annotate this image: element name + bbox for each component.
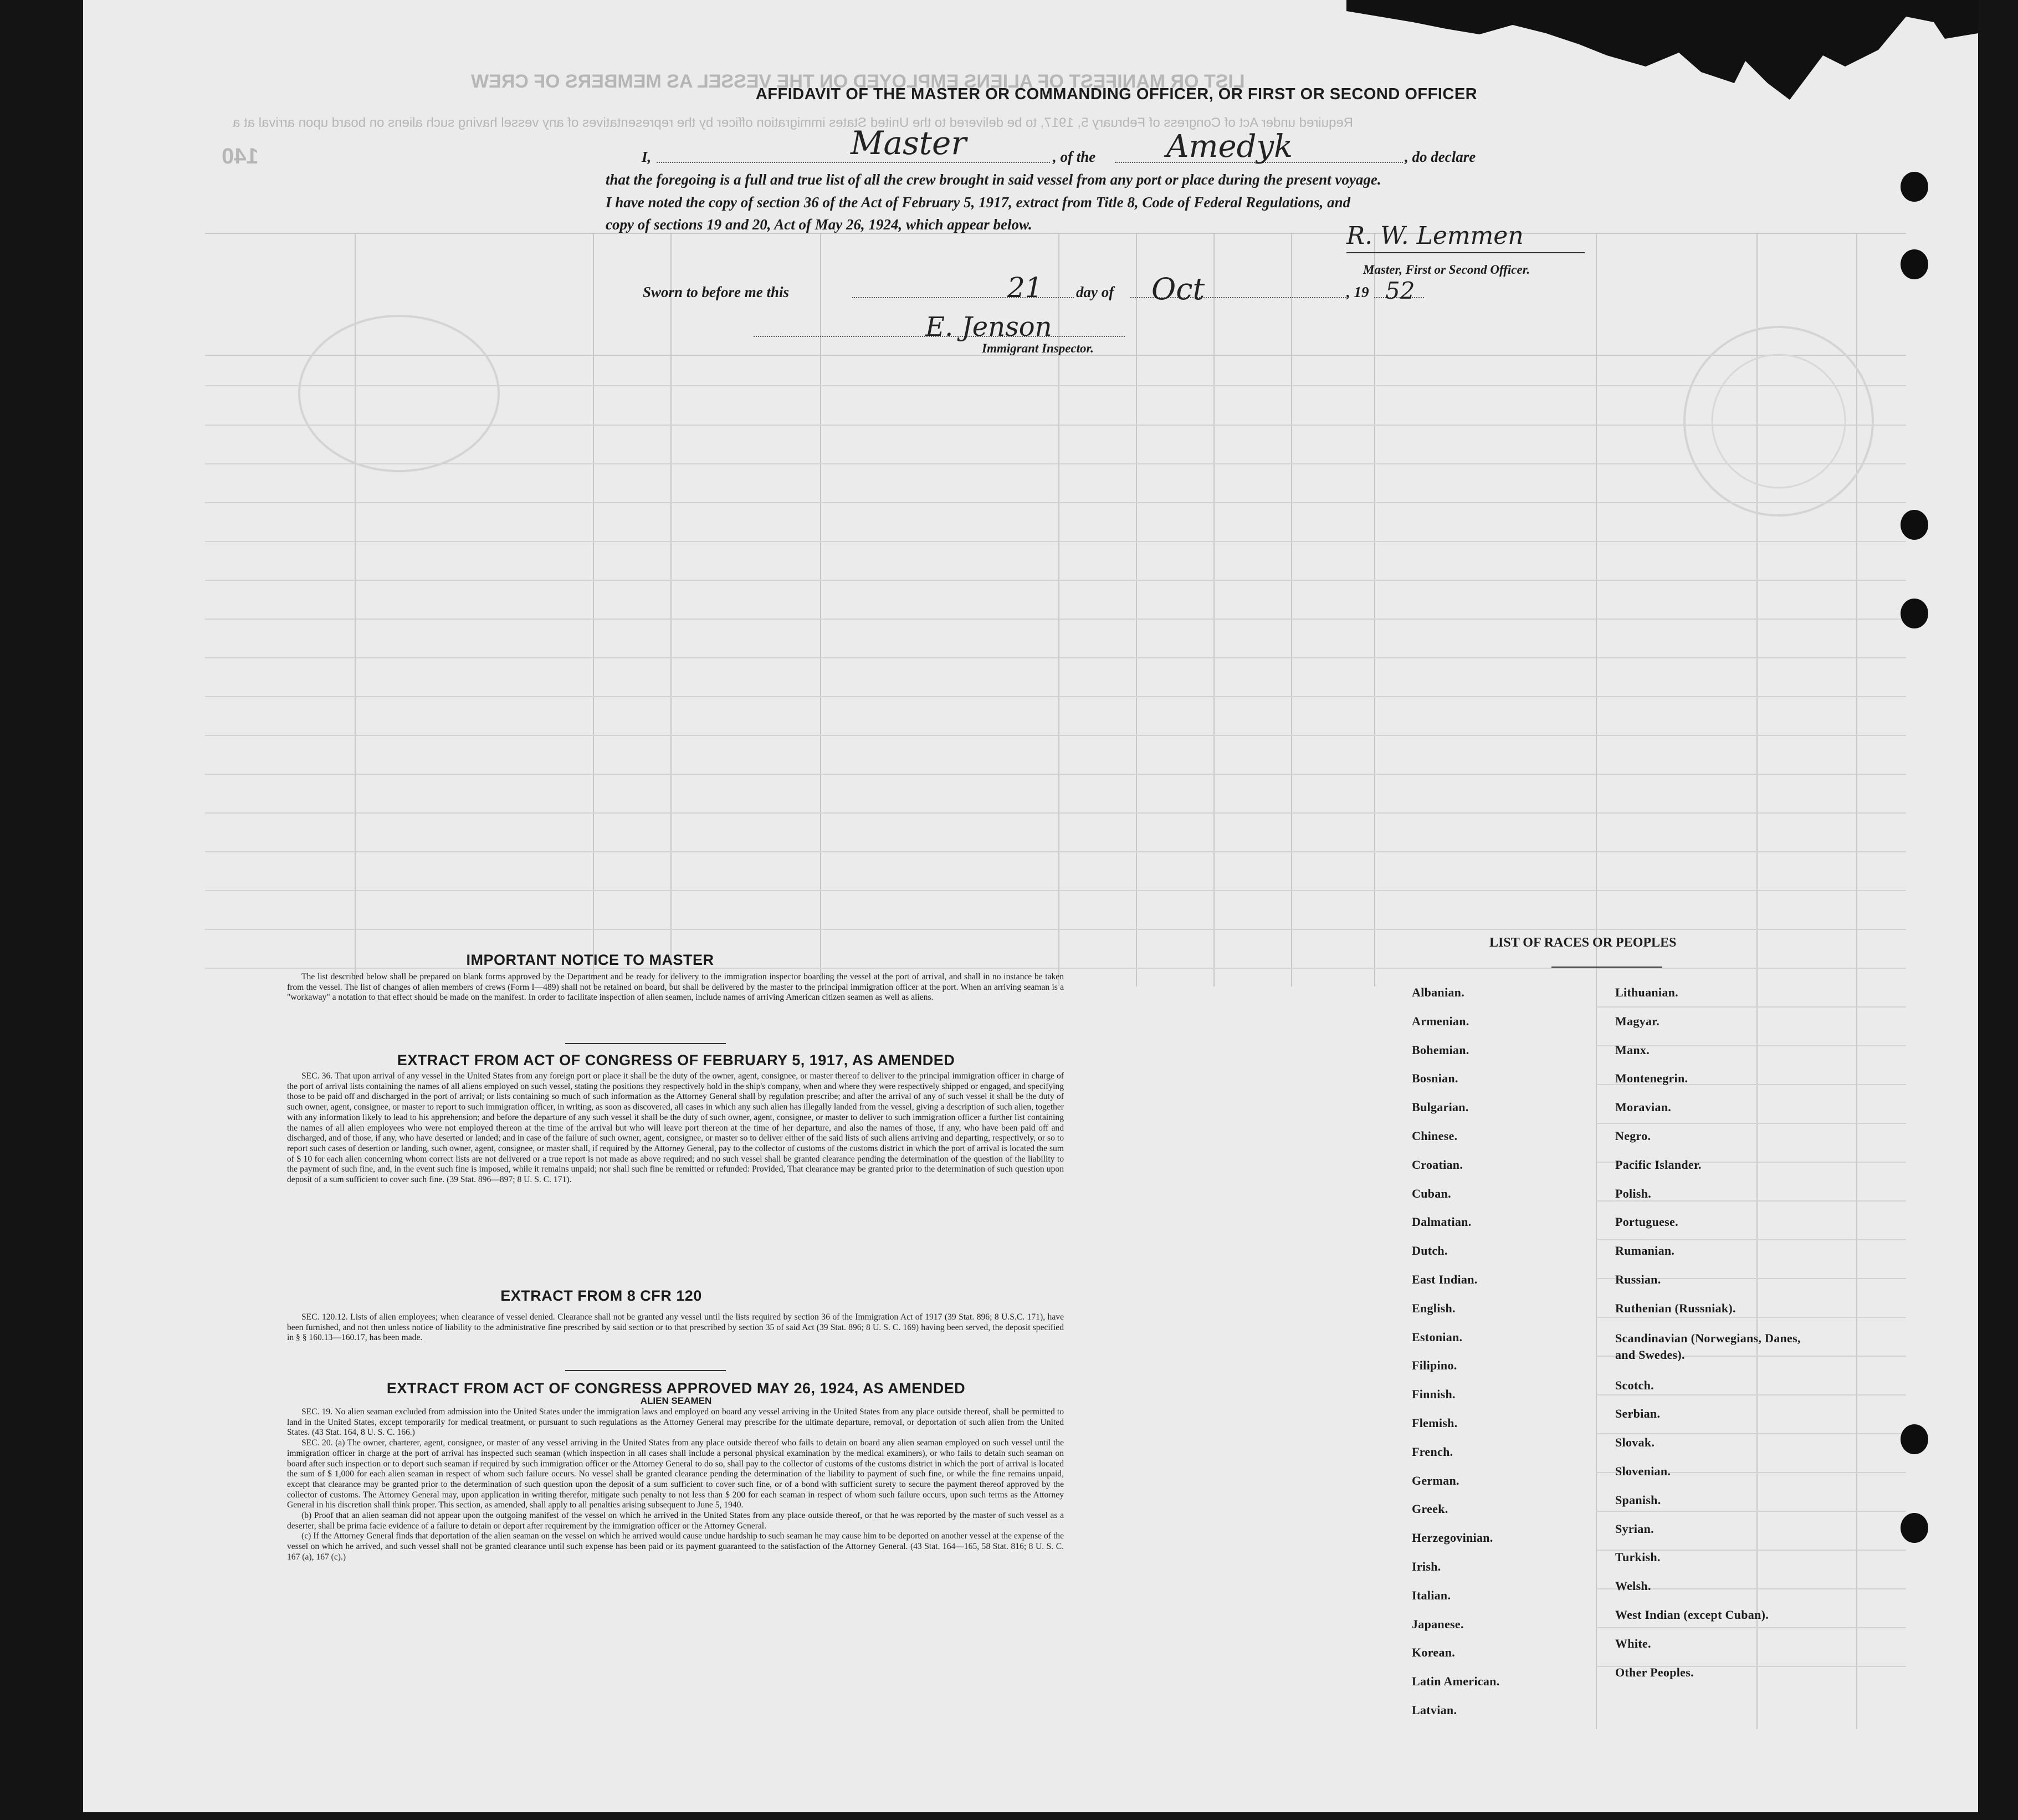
extract-1924-title: EXTRACT FROM ACT OF CONGRESS APPROVED MAY 26, 1924, AS AMENDED — [386, 1380, 966, 1397]
master-caption: Master, First or Second Officer. — [1363, 263, 1530, 277]
race-item: Latvian. — [1412, 1703, 1457, 1717]
day-handwritten: 21 — [1007, 272, 1043, 304]
race-item: English. — [1412, 1301, 1456, 1315]
race-item: Syrian. — [1615, 1521, 1654, 1536]
sec-20-c: (c) If the Attorney General finds that deportation of the alien seaman on the vessel on which he arrived would cause undue hardship to such seaman he may cause him to be deported on another vessel at the expense of the vessel on which he arrived, and such vessel shall not be granted clearance until such expense has been paid or its payment guaranteed to the satisfaction of the Attorney General. (43 Stat. 164—165, 58 Stat. 816; 8 U. S. C. 167 (a), 167 (c).) — [287, 1531, 1064, 1562]
of-the-label: , of the — [1053, 149, 1096, 165]
ghost-seal — [1679, 321, 1878, 521]
race-item: Dalmatian. — [1412, 1215, 1472, 1229]
race-item: Ruthenian (Russniak). — [1615, 1301, 1736, 1315]
race-item: Moravian. — [1615, 1100, 1672, 1115]
year-label: , 19 — [1346, 284, 1369, 300]
race-item: Turkish. — [1615, 1550, 1661, 1565]
extract-cfr-text: SEC. 120.12. Lists of alien employees; when clearance of vessel denied. Clearance shall not be granted any vessel until the lists required by section 36 of the Immigration Act of 1917 (39 Stat. 896; 8 U.S.C. 171), have been furnished, and not then unless notice of liability to the administrative fine prescribed by said section or to that prescribed by section 35 of said Act (39 Stat. 896; 8 U. S. C. 169) having been served, the deposit specified in § § 160.13—160.17, has been made. — [287, 1312, 1064, 1343]
race-item: Herzegovinian. — [1412, 1531, 1493, 1545]
race-item: Dutch. — [1412, 1244, 1448, 1258]
race-item: Bulgarian. — [1412, 1100, 1469, 1115]
inspector-caption: Immigrant Inspector. — [982, 341, 1094, 355]
extract-1917-text: SEC. 36. That upon arrival of any vessel in the United States from any foreign port or place it shall be the duty of the owner, agent, consignee, or master thereof to deliver to the principal immigration officer in charge of the port of arrival lists containing the names of all aliens employed on such vessel, stating the positions they respectively hold in the ship's company, when and where they were respectively shipped or engaged, and specifying those to be paid off and discharged in the port of arrival; or lists containing so much of such information as the Attorney General shall by regulation prescribe; and after the arrival of any of such vessel it shall be the duty of such owner, agent, consignee, or master to report to such immigration officer, in writing, as soon as discovered, all cases in which any such alien has illegally landed from the vessel, giving a description of such alien, together with any information likely to lead to his apprehension; and before the departure of any such vessel it shall be the duty of such owner, agent, consignee, or master to deliver to such immigration officer a further list containing the names of all alien employees who were not employed thereon at the time of the arrival but who will leave port thereon at the time of her departure, and also the names of those, if any, who have been paid off and discharged, and of those, if any, who have deserted or landed; and in case of the failure of such owner, agent, consignee, or master so to deliver either of the said lists of such aliens arriving and departing, respectively, or so to report such cases of desertion or landing, such owner, agent, consignee, or master shall, if required by the Attorney General, pay to the collector of customs of the customs district in which the port of arrival is located the sum of $ 10 for each alien concerning whom correct lists are not delivered or a true report is not made as above required; and no such vessel shall be granted clearance pending the determination of the question of the liability to the payment of such fine, and, in the event such fine is imposed, while it remains unpaid; nor shall such fine be remitted or refunded: Provided, That clearance may be granted prior to the determination of such question upon deposit of a sum sufficient to cover such fine. (39 Stat. 896—897; 8 U. S. C. 171). — [287, 1071, 1064, 1185]
races-column-1 — [1412, 985, 1500, 1732]
extract-1917-title: EXTRACT FROM ACT OF CONGRESS OF FEBRUARY 5, 1917, AS AMENDED — [397, 1052, 955, 1069]
race-item: Serbian. — [1615, 1407, 1661, 1421]
race-item: Other Peoples. — [1615, 1665, 1694, 1679]
ghost-seal — [294, 310, 504, 477]
race-item: Welsh. — [1615, 1579, 1651, 1593]
race-item: Manx. — [1615, 1042, 1650, 1057]
race-item: French. — [1412, 1444, 1453, 1459]
race-item: Polish. — [1615, 1186, 1652, 1200]
race-item: West Indian (except Cuban). — [1615, 1607, 1769, 1622]
sworn-label: Sworn to before me this — [643, 284, 790, 300]
race-item: Magyar. — [1615, 1014, 1660, 1028]
inspector-signature: E. Jenson — [925, 311, 1052, 342]
notice-text: The list described below shall be prepared on blank forms approved by the Department and be ready for delivery to the immigration inspector boarding the vessel at the port of arrival, and shall in no instance be taken from the vessel. The list of changes of alien members of crews (Form I—489) shall not be retained on board, but shall be delivered by the master to the principal immigration officer at the port. When an arriving seaman is a "workaway" a notation to that effect should be made on the manifest. In order to facilitate inspection of alien seamen, include names of arriving American citizen seamen as well as aliens. — [287, 972, 1064, 1003]
master-signature: R. W. Lemmen — [1346, 222, 1524, 250]
affidavit-line-4: copy of sections 19 and 20, Act of May 26, 1924, which appear below. — [606, 216, 1032, 233]
race-item: Lithuanian. — [1615, 985, 1678, 999]
extract-cfr-title: EXTRACT FROM 8 CFR 120 — [500, 1287, 702, 1304]
race-item: Chinese. — [1412, 1128, 1458, 1143]
race-item: Finnish. — [1412, 1387, 1456, 1402]
races-column-2 — [1615, 985, 1804, 1694]
extract-1924-text — [287, 1407, 1064, 1563]
manifest-page: LIST OR MANIFEST OF ALIENS EMPLOYED ON THE VESSEL AS MEMBERS OF CREW Required under Act of Congress of February 5, 1917, to be delivered to the United States immigration officer by the representatives of any vessel having such aliens on board upon arrival at a 140 AFFIDAVIT OF THE MASTER OR COMMANDING OFFICER, OR FIRST OR SECOND OFFICER I, Master , of the Amedyk , do declare that the foregoing is a full and true list of all the crew brought in said vessel from any port or place during the present voyage. I have noted the copy of section 36 of the Act of February 5, 1917, extract from Title 8, Code of Federal Regulations, and copy of sections 19 and 20, Act of May 26, 1924, which appear below. R. W. Lemmen Master, First or Second Officer. Sworn to before me this 21 day of Oct , 19 52 E. Jenson Immigrant Inspector. IMPORTANT NOTICE TO MASTER The list described below shall be prepared on blank forms approved by the Department and be ready for delivery to the immigration inspector boarding the vessel at the port of arrival, and shall in no instance be taken from the vessel. The list of changes of alien members of crews (Form I—489) shall not be retained on board, but shall be delivered by the master to the principal immigration officer at the port. When an arriving seaman is a "workaway" a notation to that effect should be made on the manifest. In order to facilitate inspection of alien seamen, include names of arriving American citizen seamen as well as aliens. EXTRACT FROM ACT OF CONGRESS OF FEBRUARY 5, 1917, AS AMENDED SEC. 36. That upon arrival of any vessel in the United States from any foreign port or place it shall be the duty of the owner, agent, consignee, or master thereof to deliver to the principal immigration officer in charge of the port of arrival lists containing the names of all aliens employed on such vessel, stating the positions they respectively hold in the ship's company, when and where they were respectively shipped or engaged, and specifying those to be paid off and discharged in the port of arrival; or lists containing so much of such information as the Attorney General shall by regulation prescribe; and after the arrival of any of such vessel it shall be the duty of such owner, agent, consignee, or master to report to such immigration officer, in writing, as soon as discovered, all cases in which any such alien has illegally landed from the vessel, giving a description of such alien, together with any information likely to lead to his apprehension; and before the departure of any such vessel it shall be the duty of such owner, agent, consignee, or master to deliver to such immigration officer a further list containing the names of all alien employees who were not employed thereon at the time of the arrival but who will leave port thereon at the time of her departure, and also the names of those, if any, who have been paid off and discharged, and of those, if any, who have deserted or landed; and in case of the failure of such owner, agent, consignee, or master so to deliver either of the said lists of such aliens arriving and departing, respectively, or so to report such cases of desertion or landing, such owner, agent, consignee, or master shall, if required by the Attorney General, pay to the collector of customs of the customs district in which the port of arrival is located the sum of $ 10 for each alien concerning whom correct lists are not delivered or a true report is not made as above required; and no such vessel shall be granted clearance pending the determination of the question of the liability to the payment of such fine, and, in the event such fine is imposed, while it remains unpaid; nor shall such fine be remitted or refunded: Provided, That clearance may be granted prior to the determination of such question upon deposit of a sum sufficient to cover such fine. (39 Stat. 896—897; 8 U. S. C. 171). EXTRACT FROM 8 CFR 120 SEC. 120.12. Lists of alien employees; when clearance of vessel denied. Clearance shall not be granted any vessel until the lists required by section 36 of the Immigration Act of 1917 (39 Stat. 896; 8 U.S.C. 171), have been furnished, and not then unless notice of liability to the administrative fine prescribed by said section or to that prescribed by section 35 of said Act (39 Stat. 896; 8 U. S. C. 169) having been served, the deposit specified in § § 160.13—160.17, has been made. EXTRACT FROM ACT OF CONGRESS APPROVED MAY 26, 1924, AS AMENDED ALIEN SEAMEN SEC. 19. No alien seaman excluded from admission into the United States under the immigration laws and employed on board any vessel arriving in the United States from any place outside thereof, shall be permitted to land in the United States, except temporarily for medical treatment, or pursuant to such regulations as the Attorney General may prescribe for the ultimate departure, removal, or deportation of such alien from the United States. (43 Stat. 164, 8 U. S. C. 166.) SEC. 20. (a) The owner, charterer, agent, consignee, or master of any vessel arriving in the United States from any place outside thereof who fails to detain on board any alien seaman employed on such vessel until the immigration officer in charge at the port of arrival has inspected such seaman (which inspection in all cases shall include a personal physical examination by the medical examiners), or who fails to detain such seaman on board after such inspection or to deport such seaman if required by such immigration officer or the Attorney General to do so, shall pay to the collector of customs of the customs district in which the port of arrival is located the sum of $ 1,000 for each alien seaman in respect of whom such failure occurs. No vessel shall be granted clearance pending the determination of the liability to payment of such fine, or while the fine remains unpaid, except that clearance may be granted prior to the determination of such question upon the deposit of a sum sufficient to cover such fine, or of a bond with sufficient surety to secure the payment thereof approved by the collector of customs. The Attorney General may, upon application in writing therefor, mitigate such penalty to not less than $ 200 for each seaman in respect of whom such failure occurs, upon such terms as the Attorney General in his discretion shall think proper. This section, as amended, shall apply to all penalties arising subsequent to June 5, 1940. (b) Proof that an alien seaman did not appear upon the outgoing manifest of the vessel on which he arrived in the United States from any place outside thereof, or that he was reported by the master of such vessel as a deserter, shall be prima facie evidence of a failure to detain or deport after requirement by the immigration officer or the Attorney General. (c) If the Attorney General finds that deportation of the alien seaman on the vessel on which he arrived would cause undue hardship to such seaman he may cause him to be deported on another vessel at the expense of the vessel on which he arrived, and such vessel shall not be granted clearance until such expense has been paid or its payment guaranteed to the satisfaction of the Attorney General. (43 Stat. 164—165, 58 Stat. 816; 8 U. S. C. 167 (a), 167 (c).) LIST OF RACES OR PEOPLES Albanian. Armenian. Bohemian. Bosnian. Bulgarian. Chinese. Croatian. Cuban. Dalmatian. Dutch. East Indian. English. Estonian. Filipino. Finnish. Flemish. French. German. Greek. Herzegovinian. Irish. Italian. Japanese. Korean. Latin American. Latvian. Lithuanian. Magyar. Manx. Montenegrin. Moravian. Negro. Pacific Islander. Polish. Portuguese. Rumanian. Russian. Ruthenian (Russniak). Scandinavian (Norwegians, Danes, and Swedes). Scotch. Serbian. Slovak. Slovenian. Spanish. Syrian. Turkish. Welsh. West Indian (except Cuban). White. Other Peoples. — [83, 0, 1978, 1812]
race-item: Negro. — [1615, 1128, 1651, 1143]
declarant-prefix: I, — [642, 149, 652, 165]
race-item: Korean. — [1412, 1645, 1456, 1660]
race-item: Flemish. — [1412, 1415, 1458, 1430]
race-item: Italian. — [1412, 1588, 1451, 1602]
master-handwritten: Master — [851, 124, 967, 162]
race-item: Latin American. — [1412, 1674, 1500, 1689]
affidavit-line-3: I have noted the copy of section 36 of the Act of February 5, 1917, extract from Title 8, Code of Federal Regulations, and — [606, 194, 1351, 211]
race-item: Bosnian. — [1412, 1071, 1458, 1086]
race-item: Portuguese. — [1615, 1215, 1678, 1229]
vessel-handwritten: Amedyk — [1166, 129, 1293, 165]
race-item: Slovak. — [1615, 1435, 1655, 1450]
race-item: Scotch. — [1615, 1378, 1654, 1392]
race-item: Slovenian. — [1615, 1464, 1671, 1478]
race-item: Rumanian. — [1615, 1244, 1675, 1258]
affidavit-line-2: that the foregoing is a full and true list of all the crew brought in said vessel from any port or place during the present voyage. — [606, 171, 1381, 188]
race-item: Pacific Islander. — [1615, 1157, 1702, 1172]
sec-20-a: SEC. 20. (a) The owner, charterer, agent, consignee, or master of any vessel arriving in the United States from any place outside thereof who fails to detain on board any alien seaman employed on such vessel until the immigration officer in charge at the port of arrival has inspected such seaman (which inspection in all cases shall include a personal physical examination by the medical examiners), or who fails to detain such seaman on board after such inspection or to deport such seaman if required by such immigration officer or the Attorney General to do so, shall pay to the collector of customs of the customs district in which the port of arrival is located the sum of $ 1,000 for each alien seaman in respect of whom such failure occurs. No vessel shall be granted clearance pending the determination of the liability to payment of such fine, or while the fine remains unpaid, except that clearance may be granted prior to the determination of such question upon the deposit of a sum sufficient to cover such fine, or of a bond with sufficient surety to secure the payment thereof approved by the collector of customs. The Attorney General may, upon application in writing therefor, mitigate such penalty to not less than $ 200 for each seaman in respect of whom such failure occurs, upon such terms as the Attorney General in his discretion shall think proper. This section, as amended, shall apply to all penalties arising subsequent to June 5, 1940. — [287, 1438, 1064, 1510]
sec-19: SEC. 19. No alien seaman excluded from admission into the United States under the immigration laws and employed on board any vessel arriving in the United States from any place outside thereof, shall be permitted to land in the United States, except temporarily for medical treatment, or pursuant to such regulations as the Attorney General may prescribe for the ultimate departure, removal, or deportation of such alien from the United States. (43 Stat. 164, 8 U. S. C. 166.) — [287, 1407, 1064, 1438]
race-item: Scandinavian (Norwegians, Danes, and Swedes). — [1615, 1331, 1801, 1362]
do-declare-label: , do declare — [1405, 149, 1476, 165]
race-item: Estonian. — [1412, 1330, 1463, 1344]
race-item: Spanish. — [1615, 1492, 1661, 1507]
race-item: Armenian. — [1412, 1014, 1469, 1028]
affidavit-title: AFFIDAVIT OF THE MASTER OR COMMANDING OFFICER, OR FIRST OR SECOND OFFICER — [755, 85, 1478, 103]
year-handwritten: 52 — [1385, 277, 1415, 304]
month-handwritten: Oct — [1151, 272, 1205, 306]
race-item: Filipino. — [1412, 1358, 1457, 1373]
race-item: Montenegrin. — [1615, 1071, 1688, 1086]
race-item: East Indian. — [1412, 1272, 1478, 1286]
race-item: Croatian. — [1412, 1157, 1463, 1172]
race-item: White. — [1615, 1636, 1651, 1650]
race-item: Russian. — [1615, 1272, 1661, 1286]
alien-seamen-subtitle: ALIEN SEAMEN — [640, 1395, 712, 1406]
race-item: Albanian. — [1412, 985, 1465, 999]
sec-20-b: (b) Proof that an alien seaman did not appear upon the outgoing manifest of the vessel on which he arrived in the United States from any place outside thereof, or that he was reported by the master of such vessel as a deserter, shall be prima facie evidence of a failure to detain or deport after requirement by the immigration officer or the Attorney General. — [287, 1511, 1064, 1531]
race-item: Cuban. — [1412, 1186, 1451, 1200]
notice-title: IMPORTANT NOTICE TO MASTER — [466, 952, 714, 968]
race-item: Bohemian. — [1412, 1042, 1469, 1057]
race-item: Irish. — [1412, 1559, 1441, 1573]
races-title: LIST OF RACES OR PEOPLES — [1489, 935, 1677, 950]
race-item: German. — [1412, 1473, 1459, 1487]
race-item: Greek. — [1412, 1502, 1448, 1516]
day-of-label: day of — [1076, 284, 1114, 300]
race-item: Japanese. — [1412, 1617, 1464, 1631]
